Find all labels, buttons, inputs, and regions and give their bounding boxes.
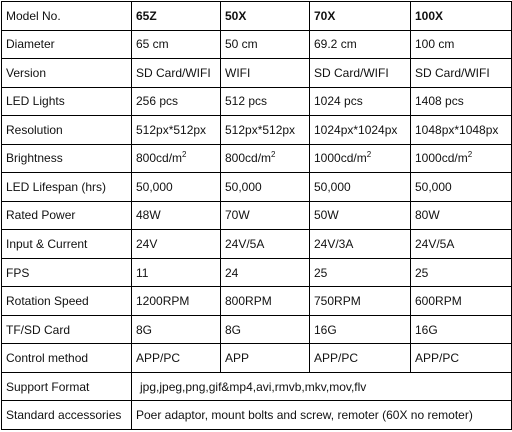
table-cell: 50W [310, 201, 411, 230]
table-cell: APP/PC [310, 344, 411, 373]
superscript: 2 [271, 150, 276, 160]
table-cell: 600RPM [411, 287, 512, 316]
table-cell [132, 144, 221, 173]
table-cell: SD Card/WIFI [310, 59, 411, 88]
table-cell: 50,000 [310, 173, 411, 202]
header-cell-70x: 70X [310, 2, 411, 31]
table-cell: 512px*512px [221, 116, 310, 145]
header-cell-50x: 50X [221, 2, 310, 31]
table-cell: 8G [221, 315, 310, 344]
table-cell: 48W [132, 201, 221, 230]
table-cell: APP/PC [411, 344, 512, 373]
standard-accessories-value: Poer adaptor, mount bolts and screw, remoter (60X no remoter) [132, 401, 512, 430]
header-cell-model-no: Model No. [2, 2, 132, 31]
row-label: Rotation Speed [2, 287, 132, 316]
header-row [2, 2, 512, 31]
table-cell: WIFI [221, 59, 310, 88]
table-cell: 1048px*1048px [411, 116, 512, 145]
table-cell: 50 cm [221, 30, 310, 59]
row-label: Version [2, 59, 132, 88]
table-cell: 1200RPM [132, 287, 221, 316]
table-cell: 70W [221, 201, 310, 230]
table-cell: 25 [411, 258, 512, 287]
table-row-support-format [2, 372, 512, 401]
table-row [2, 30, 512, 59]
table-cell: 24V/5A [221, 230, 310, 259]
row-label: LED Lifespan (hrs) [2, 173, 132, 202]
row-label: Input & Current [2, 230, 132, 259]
row-label: TF/SD Card [2, 315, 132, 344]
table-row [2, 258, 512, 287]
table-cell: 8G [132, 315, 221, 344]
row-label: Rated Power [2, 201, 132, 230]
table-cell: 512 pcs [221, 87, 310, 116]
cell-value: 800cd/m [225, 151, 272, 166]
table-cell: 80W [411, 201, 512, 230]
table-cell: 16G [310, 315, 411, 344]
table-row [2, 173, 512, 202]
table-cell: 69.2 cm [310, 30, 411, 59]
table-cell: 50,000 [132, 173, 221, 202]
table-cell: APP [221, 344, 310, 373]
cell-value: 1000cd/m [314, 151, 367, 166]
cell-value: 1000cd/m [415, 151, 468, 166]
table-cell: 512px*512px [132, 116, 221, 145]
table-cell [310, 144, 411, 173]
table-row [2, 344, 512, 373]
table-cell: APP/PC [132, 344, 221, 373]
superscript: 2 [182, 150, 187, 160]
table-cell: 800RPM [221, 287, 310, 316]
table-row [2, 230, 512, 259]
table-cell: 16G [411, 315, 512, 344]
row-label: Brightness [2, 144, 132, 173]
table-cell: 1024px*1024px [310, 116, 411, 145]
table-cell: 1408 pcs [411, 87, 512, 116]
row-label: Control method [2, 344, 132, 373]
row-label: FPS [2, 258, 132, 287]
table-cell: 24V/3A [310, 230, 411, 259]
table-row [2, 87, 512, 116]
row-label: Support Format [2, 372, 132, 401]
table-row-standard-accessories [2, 401, 512, 430]
table-cell: 24V [132, 230, 221, 259]
header-cell-65z: 65Z [132, 2, 221, 31]
row-label: LED Lights [2, 87, 132, 116]
table-cell [411, 144, 512, 173]
table-cell [221, 144, 310, 173]
table-row [2, 315, 512, 344]
row-label: Resolution [2, 116, 132, 145]
table-cell: 50,000 [221, 173, 310, 202]
table-cell: SD Card/WIFI [411, 59, 512, 88]
table-cell: 750RPM [310, 287, 411, 316]
table-row [2, 287, 512, 316]
table-cell: 50,000 [411, 173, 512, 202]
header-cell-100x: 100X [411, 2, 512, 31]
table-row [2, 201, 512, 230]
table-cell: 65 cm [132, 30, 221, 59]
table-cell: SD Card/WIFI [132, 59, 221, 88]
superscript: 2 [366, 150, 372, 160]
table-cell: 24 [221, 258, 310, 287]
table-row [2, 144, 512, 173]
support-format-value: jpg,jpeg,png,gif&mp4,avi,rmvb,mkv,mov,flv [132, 372, 512, 401]
row-label: Standard accessories [2, 401, 132, 430]
table-row [2, 59, 512, 88]
table-cell: 1024 pcs [310, 87, 411, 116]
table-cell: 100 cm [411, 30, 512, 59]
table-cell: 256 pcs [132, 87, 221, 116]
table-cell: 25 [310, 258, 411, 287]
cell-value: 800cd/m [136, 151, 183, 166]
superscript: 2 [467, 150, 473, 160]
table-row [2, 116, 512, 145]
spec-table [1, 1, 512, 430]
row-label: Diameter [2, 30, 132, 59]
table-cell: 11 [132, 258, 221, 287]
table-cell: 24V/5A [411, 230, 512, 259]
